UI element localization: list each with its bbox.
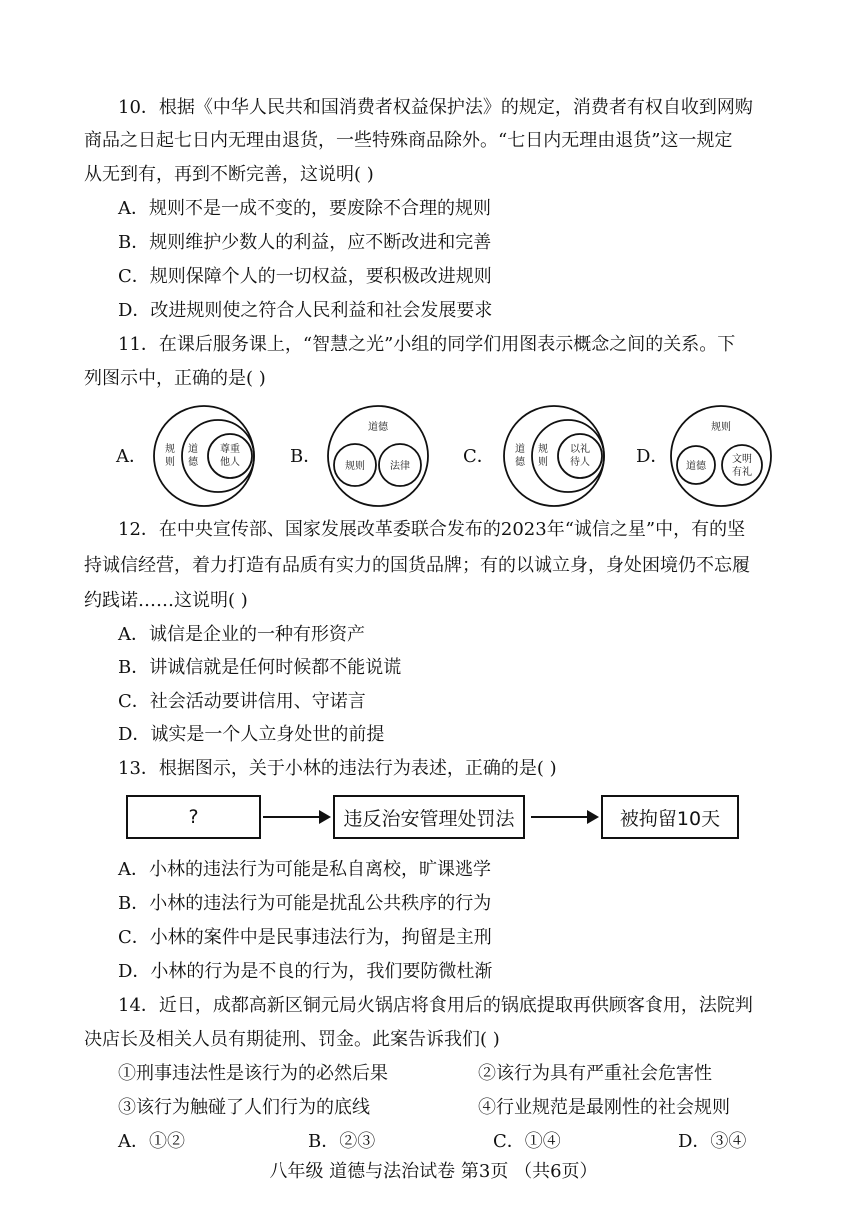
- diagram-d: [668, 405, 774, 507]
- diagram-c-outer-label-1: 道: [515, 444, 525, 455]
- q11-line-2: 列图示中，正确的是( ): [84, 368, 266, 389]
- diagram-d-left-label: 道德: [686, 461, 706, 472]
- diagram-a-outer-label-1: 规: [165, 444, 175, 455]
- diagram-a-letter: A．: [116, 446, 147, 467]
- q10-line-1: 10．根据《中华人民共和国消费者权益保护法》的规定，消费者有权自收到网购: [118, 97, 753, 118]
- q12-line-3: 约践诺……这说明( ): [84, 590, 248, 611]
- flow-box-penalty: 被拘留10天: [601, 795, 739, 839]
- q14-choice-d: D．③④: [678, 1131, 747, 1152]
- diagram-c-outer-label-2: 德: [515, 457, 525, 468]
- q12-option-c: C．社会活动要讲信用、守诺言: [118, 691, 366, 712]
- diagram-a: [148, 405, 260, 507]
- q14-statement-2: ②该行为具有严重社会危害性: [478, 1063, 712, 1084]
- q14-choice-c: C．①④: [493, 1131, 561, 1152]
- flow-box-violation: 违反治安管理处罚法: [333, 795, 525, 839]
- page-footer: 八年级 道德与法治试卷 第3页 （共6页）: [269, 1161, 598, 1182]
- q12-line-1: 12．在中央宣传部、国家发展改革委联合发布的2023年“诚信之星”中，有的坚: [118, 519, 746, 540]
- q10-line-2: 商品之日起七日内无理由退货，一些特殊商品除外。“七日内无理由退货”这一规定: [84, 130, 733, 151]
- q11-line-1: 11．在课后服务课上，“智慧之光”小组的同学们用图表示概念之间的关系。下: [118, 334, 736, 355]
- q13-option-b: B．小林的违法行为可能是扰乱公共秩序的行为: [118, 893, 492, 914]
- diagram-b-right-label: 法律: [390, 461, 410, 472]
- diagram-a-middle-label-2: 德: [188, 457, 198, 468]
- diagram-d-letter: D．: [636, 446, 669, 467]
- diagram-d-right-label-1: 文明: [732, 454, 752, 465]
- diagram-a-outer-label-2: 则: [165, 457, 175, 468]
- q14-choice-a: A．①②: [118, 1131, 185, 1152]
- diagram-a-middle-label-1: 道: [188, 444, 198, 455]
- flow-box-unknown: ?: [126, 795, 261, 839]
- diagram-a-inner-label-2: 他人: [220, 457, 240, 468]
- q13-option-d: D．小林的行为是不良的行为，我们要防微杜渐: [118, 961, 493, 982]
- diagram-d-outer-label: 规则: [711, 422, 731, 433]
- q10-option-d: D．改进规则使之符合人民利益和社会发展要求: [118, 300, 493, 321]
- diagram-c-middle-label-2: 则: [538, 457, 548, 468]
- flow-arrow-2: [531, 816, 597, 818]
- q10-option-c: C．规则保障个人的一切权益，要积极改进规则: [118, 266, 492, 287]
- diagram-b: [325, 405, 431, 507]
- diagram-b-left-label: 规则: [345, 461, 365, 472]
- q14-choice-b: B．②③: [308, 1131, 376, 1152]
- q12-line-2: 持诚信经营，着力打造有品质有实力的国货品牌；有的以诚立身，身处困境仍不忘履: [84, 555, 750, 576]
- q14-statement-4: ④行业规范是最刚性的社会规则: [478, 1097, 730, 1118]
- diagram-d-right-label-2: 有礼: [732, 467, 752, 478]
- diagram-c-middle-label-1: 规: [538, 444, 548, 455]
- diagram-c: [498, 405, 610, 507]
- diagram-c-letter: C．: [463, 446, 495, 467]
- diagram-b-letter: B．: [290, 446, 322, 467]
- q10-option-b: B．规则维护少数人的利益，应不断改进和完善: [118, 232, 492, 253]
- diagram-c-inner-label-2: 待人: [570, 457, 590, 468]
- q10-line-3: 从无到有，再到不断完善，这说明( ): [84, 164, 374, 185]
- q13-option-a: A．小林的违法行为可能是私自离校，旷课逃学: [118, 859, 491, 880]
- q10-option-a: A．规则不是一成不变的，要废除不合理的规则: [118, 198, 491, 219]
- q12-option-d: D．诚实是一个人立身处世的前提: [118, 724, 385, 745]
- q14-line-2: 决店长及相关人员有期徒刑、罚金。此案告诉我们( ): [84, 1029, 500, 1050]
- q14-statement-3: ③该行为触碰了人们行为的底线: [118, 1097, 370, 1118]
- diagram-c-inner-label-1: 以礼: [570, 444, 590, 455]
- q13-option-c: C．小林的案件中是民事违法行为，拘留是主刑: [118, 927, 492, 948]
- diagram-b-outer-label: 道德: [368, 422, 388, 433]
- q12-option-b: B．讲诚信就是任何时候都不能说谎: [118, 657, 402, 678]
- q12-option-a: A．诚信是企业的一种有形资产: [118, 624, 365, 645]
- q13-flow-diagram: [0, 795, 867, 855]
- diagram-a-inner-label-1: 尊重: [220, 444, 240, 455]
- q14-statement-1: ①刑事违法性是该行为的必然后果: [118, 1063, 388, 1084]
- flow-arrow-1: [263, 816, 329, 818]
- q13-line-1: 13．根据图示，关于小林的违法行为表述，正确的是( ): [118, 758, 557, 779]
- q14-line-1: 14．近日，成都高新区铜元局火锅店将食用后的锅底提取再供顾客食用，法院判: [118, 995, 753, 1016]
